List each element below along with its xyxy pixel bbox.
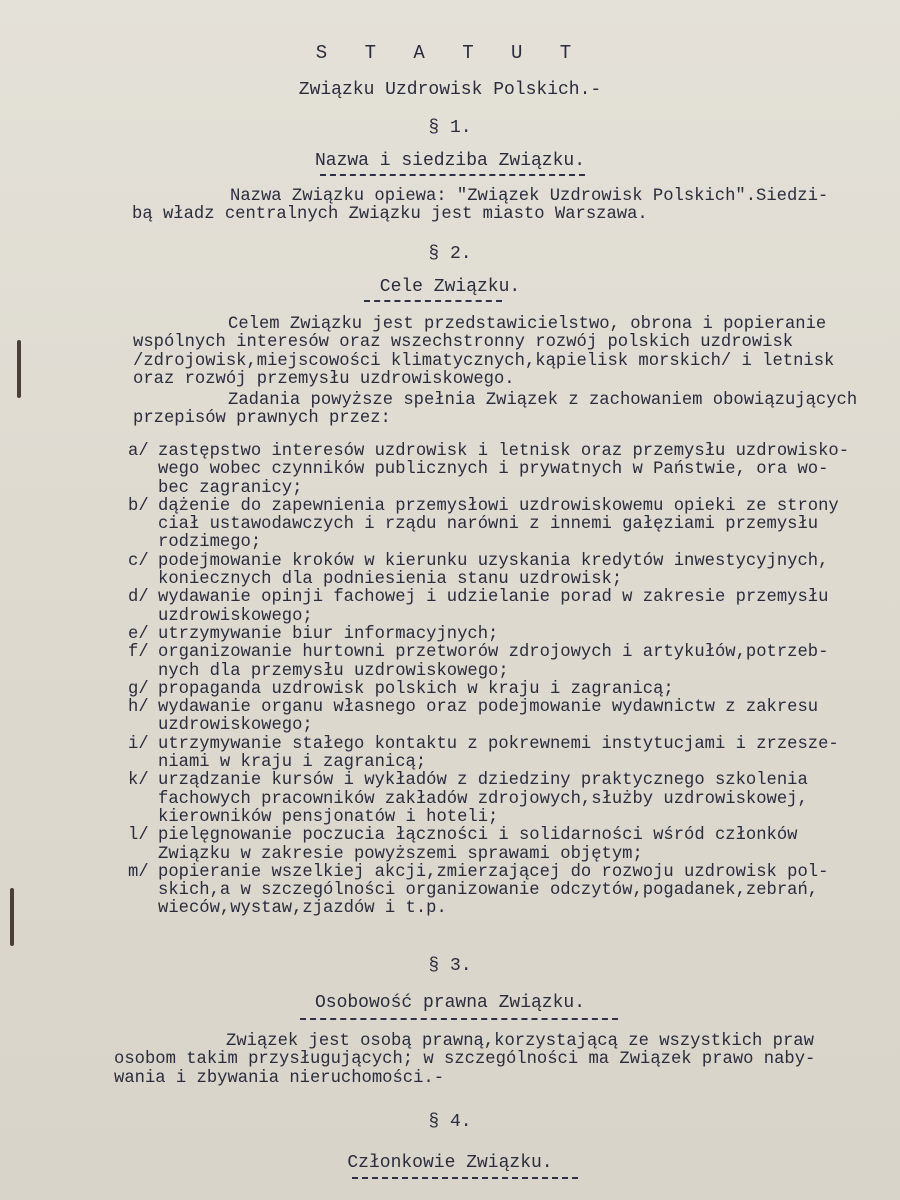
section-2-paragraph-2 (133, 392, 857, 429)
text-line: Zadania powyższe spełnia Związek z zachowaniem obowiązujących (228, 391, 858, 410)
list-item (128, 772, 898, 827)
item-letter: l/ (128, 826, 149, 846)
text-line: Nazwa Związku opiewa: "Związek Uzdrowisk Polskich".Siedzi- (230, 187, 829, 206)
item-letter: a/ (128, 442, 149, 461)
text-line: podejmowanie kroków w kierunku uzyskania kredytów inwestycyjnych, (158, 551, 829, 571)
text-line: Związku w zakresie powyższemi sprawami objętym; (158, 844, 643, 864)
text-line: wspólnych interesów oraz wszechstronny rozwój polskich uzdrowisk (133, 333, 794, 353)
section-3-paragraph (114, 1033, 815, 1088)
document-subtitle: Związku Uzdrowisk Polskich.- (298, 80, 602, 100)
section-2-paragraph-1 (133, 316, 834, 389)
list-item (128, 589, 898, 626)
item-letter: k/ (128, 771, 149, 791)
item-letter: d/ (128, 588, 149, 608)
text-line: propaganda uzdrowisk polskich w kraju i zagranicą; (158, 679, 674, 699)
text-line: wieców,wystaw,zjazdów i t.p. (158, 899, 447, 919)
section-1-heading-underline (320, 174, 585, 176)
text-line: koniecznych dla podniesienia stanu uzdrowisk; (158, 570, 623, 590)
document-title: S T A T U T (315, 42, 585, 64)
text-line: dążenie do zapewnienia przemysłowi uzdrowiskowemu opieki ze strony (158, 496, 839, 516)
text-line: fachowych pracowników zakładów zdrojowych,służby uzdrowiskowej, (158, 789, 808, 809)
text-line: uzdrowiskowego; (158, 716, 313, 736)
text-line: ciał ustawodawczych i rządu narówni z innemi gałęziami przemysłu (158, 515, 819, 535)
item-letter: b/ (128, 496, 149, 516)
text-line: organizowanie hurtowni przetworów zdrojowych i artykułów,potrzeb- (158, 643, 829, 663)
text-line: popieranie wszelkiej akcji,zmierzającej do rozwoju uzdrowisk pol- (158, 862, 829, 882)
text-line: zastępstwo interesów uzdrowisk i letnisk oraz przemysłu uzdrowisko- (158, 442, 850, 461)
text-line: uzdrowiskowego; (158, 606, 313, 626)
list-item (128, 681, 898, 699)
item-letter: g/ (128, 679, 149, 699)
text-line: Celem Związku jest przedstawicielstwo, obrona i popieranie (228, 315, 827, 334)
list-item (128, 498, 898, 553)
list-item (128, 626, 898, 644)
text-line: nych dla przemysłu uzdrowiskowego; (158, 661, 509, 681)
text-line: utrzymywanie biur informacyjnych; (158, 624, 499, 644)
section-2-sign: § 2. (428, 244, 472, 264)
item-letter: m/ (128, 862, 149, 882)
text-line: osobom takim przysługujących; w szczególności ma Związek prawo naby- (114, 1050, 816, 1070)
list-item (128, 553, 898, 590)
text-line: utrzymywanie stałego kontaktu z pokrewnemi instytucjami i zrzesze- (158, 734, 839, 754)
section-2-heading-underline (364, 300, 502, 302)
section-1-sign: § 1. (428, 118, 472, 138)
text-line: bą władz centralnych Związku jest miasto Warszawa. (132, 205, 648, 225)
section-2-heading: Cele Związku. (379, 277, 521, 297)
item-letter: i/ (128, 734, 149, 754)
list-item (128, 644, 898, 681)
section-1-paragraph (132, 188, 828, 225)
section-3-sign: § 3. (428, 956, 472, 976)
list-item (128, 827, 898, 864)
section-4-heading-underline (352, 1177, 578, 1179)
text-line: rodzimego; (158, 533, 262, 553)
text-line: bec zagranicy; (158, 478, 303, 498)
text-line: wego wobec czynników publicznych i prywatnych w Państwie, ora wo- (158, 460, 829, 480)
section-4-heading: Członkowie Związku. (347, 1153, 553, 1173)
item-letter: c/ (128, 551, 149, 571)
text-line: wydawanie opinji fachowej i udzielanie porad w zakresie przemysłu (158, 588, 829, 608)
section-3-heading: Osobowość prawna Związku. (314, 993, 586, 1013)
item-letter: e/ (128, 624, 149, 644)
list-item (128, 864, 898, 919)
punch-hole-mark (10, 888, 14, 946)
text-line: pielęgnowanie poczucia łączności i solidarności wśród członków (158, 826, 798, 846)
text-line: wania i zbywania nieruchomości.- (114, 1068, 445, 1088)
list-item (128, 443, 898, 498)
text-line: przepisów prawnych przez: (133, 409, 391, 429)
section-4-sign: § 4. (428, 1112, 472, 1132)
punch-hole-mark (17, 340, 21, 398)
section-1-heading: Nazwa i siedziba Związku. (314, 151, 586, 171)
list-item (128, 699, 898, 736)
text-line: urządzanie kursów i wykładów z dziedziny praktycznego szkolenia (158, 771, 808, 791)
item-letter: f/ (128, 643, 149, 663)
section-2-item-list (128, 443, 898, 919)
item-letter: h/ (128, 698, 149, 718)
text-line: skich,a w szczególności organizowanie odczytów,pogadanek,zebrań, (158, 881, 819, 901)
section-3-heading-underline (300, 1018, 618, 1020)
text-line: niami w kraju i zagranicą; (158, 753, 427, 773)
text-line: kierowników pensjonatów i hoteli; (158, 807, 499, 827)
list-item (128, 736, 898, 773)
text-line: wydawanie organu własnego oraz podejmowanie wydawnictw z zakresu (158, 698, 819, 718)
text-line: Związek jest osobą prawną,korzystającą ze wszystkich praw (226, 1032, 814, 1051)
text-line: /zdrojowisk,miejscowości klimatycznych,kąpielisk morskich/ i letnisk (133, 351, 835, 371)
text-line: oraz rozwój przemysłu uzdrowiskowego. (133, 369, 515, 389)
